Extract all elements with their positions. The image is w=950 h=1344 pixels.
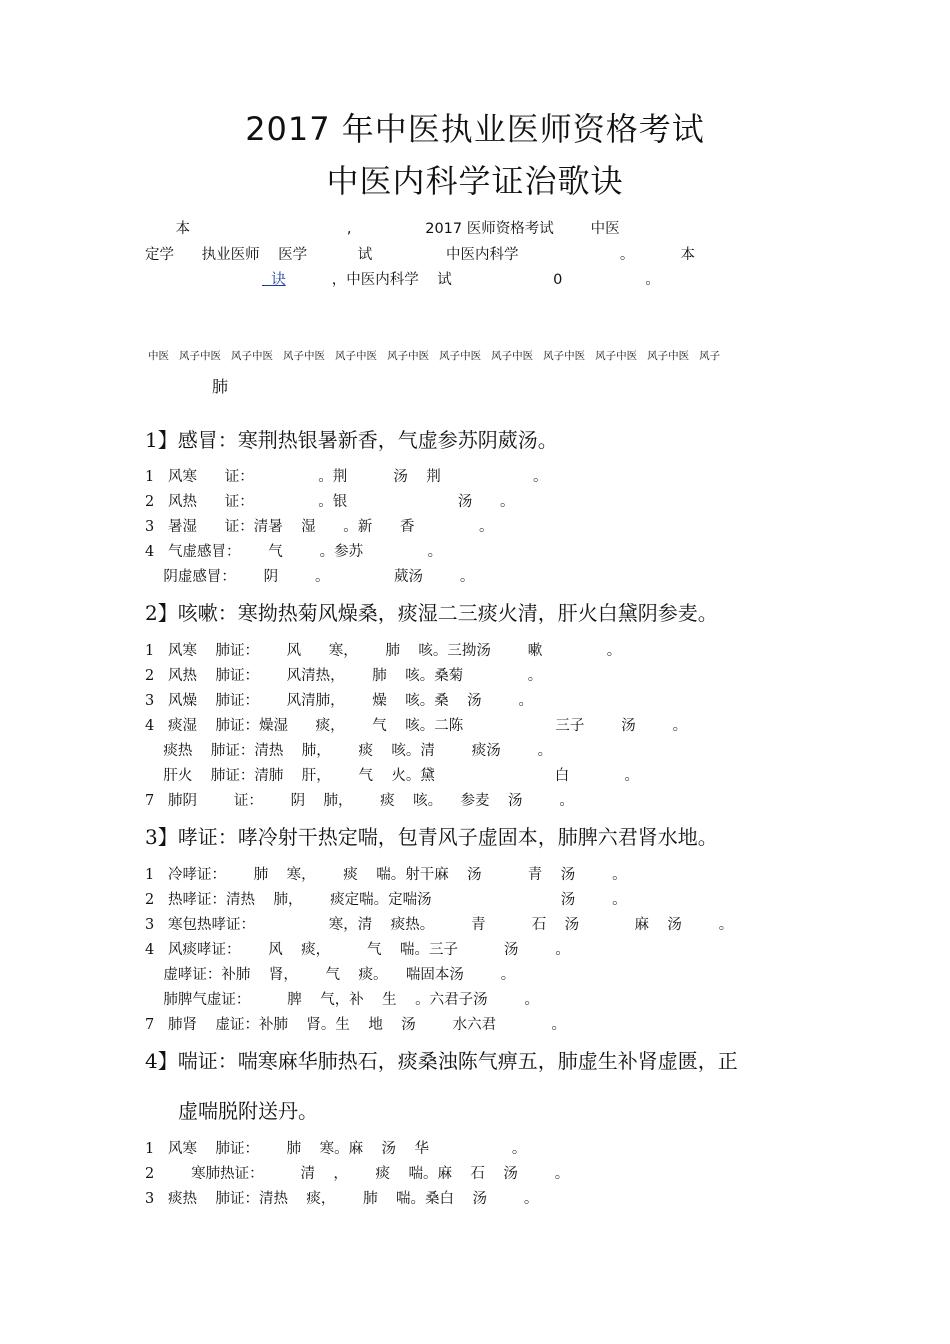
- list-item: 阴虚感冒： 阴 。 葳汤 。: [145, 569, 475, 585]
- section-heading: 2】咳嗽：寒拗热菊风燥桑，痰湿二三痰火清，肝火白黛阴参麦。: [145, 601, 718, 625]
- tags-line: 中医 风子中医 风子中医 风子中医 风子中医 风子中医 风子中医 风子中医 风子中医 风子中医 风子中医 风子: [148, 350, 721, 362]
- list-item: 4 风痰哮证： 风 痰， 气 喘。三子 汤 。: [145, 942, 570, 958]
- list-item: 3 暑湿 证：清暑 湿 。新 香 。: [145, 519, 494, 535]
- section-heading-continued: 虚喘脱附送丹。: [178, 1099, 318, 1123]
- section-heading: 4】喘证：喘寒麻华肺热石，痰桑浊陈气痹五，肺虚生补肾虚匮，正: [145, 1049, 738, 1073]
- list-item: 1 风寒 肺证： 风 寒， 肺 咳。三拗汤 嗽 。: [145, 643, 622, 659]
- list-item: 1 风寒 肺证： 肺 寒。麻 汤 华 。: [145, 1141, 527, 1157]
- list-item: 2 热哮证：清热 肺， 痰定喘。定喘汤 汤 。: [145, 892, 627, 908]
- list-item: 4 痰湿 肺证：燥湿 痰， 气 咳。二陈 三子 汤 。: [145, 718, 688, 734]
- intro-link[interactable]: 诀: [262, 272, 286, 288]
- category-label: 肺: [212, 377, 229, 396]
- list-item: 3 风燥 肺证： 风清肺， 燥 咳。桑 汤 。: [145, 693, 534, 709]
- list-item: 3 寒包热哮证： 寒，清 痰热。 青 石 汤 麻 汤 。: [145, 917, 734, 933]
- page-title-line-1: 2017 年中医执业医师资格考试: [245, 110, 705, 148]
- list-item: 1 冷哮证： 肺 寒， 痰 喘。射干麻 汤 青 汤 。: [145, 867, 627, 883]
- intro-line-1: 本 , 2017 医师资格考试 中医: [148, 221, 620, 237]
- intro-line-3-text: ，中医内科学 试 0 。: [285, 272, 660, 288]
- list-item: 痰热 肺证：清热 肺， 痰 咳。清 痰汤 。: [145, 743, 553, 759]
- list-item: 4 气虚感冒： 气 。参苏 。: [145, 544, 443, 560]
- section-heading: 1】感冒：寒荆热银暑新香，气虚参苏阴葳汤。: [145, 428, 558, 452]
- page-title-line-2: 中医内科学证治歌诀: [326, 162, 624, 200]
- list-item: 虚哮证：补肺 肾， 气 痰。 喘固本汤 。: [145, 967, 516, 983]
- list-item: 肝火 肺证：清肺 肝， 气 火。黛 白 。: [145, 768, 640, 784]
- list-item: 2 风热 证： 。银 汤 。: [145, 494, 515, 510]
- list-item: 7 肺阴 证： 阴 肺， 痰 咳。 参麦 汤 。: [145, 793, 574, 809]
- list-item: 2 寒肺热证： 清 ， 痰 喘。麻 石 汤 。: [145, 1166, 570, 1182]
- list-item: 1 风寒 证： 。荆 汤 荆 。: [145, 469, 548, 485]
- section-heading: 3】哮证：哮冷射干热定喘，包青风子虚固本，肺脾六君肾水地。: [145, 825, 718, 849]
- intro-line-2: 定学 执业医师 医学 试 中医内科学 。 本: [145, 247, 696, 263]
- list-item: 2 风热 肺证： 风清热， 肺 咳。桑菊 。: [145, 668, 543, 684]
- list-item: 3 痰热 肺证：清热 痰， 肺 喘。桑白 汤 。: [145, 1191, 539, 1207]
- list-item: 肺脾气虚证： 脾 气，补 生 。六君子汤 。: [145, 992, 539, 1008]
- intro-line-3: [262, 268, 660, 289]
- list-item: 7 肺肾 虚证：补肺 肾。生 地 汤 水六君 。: [145, 1017, 566, 1033]
